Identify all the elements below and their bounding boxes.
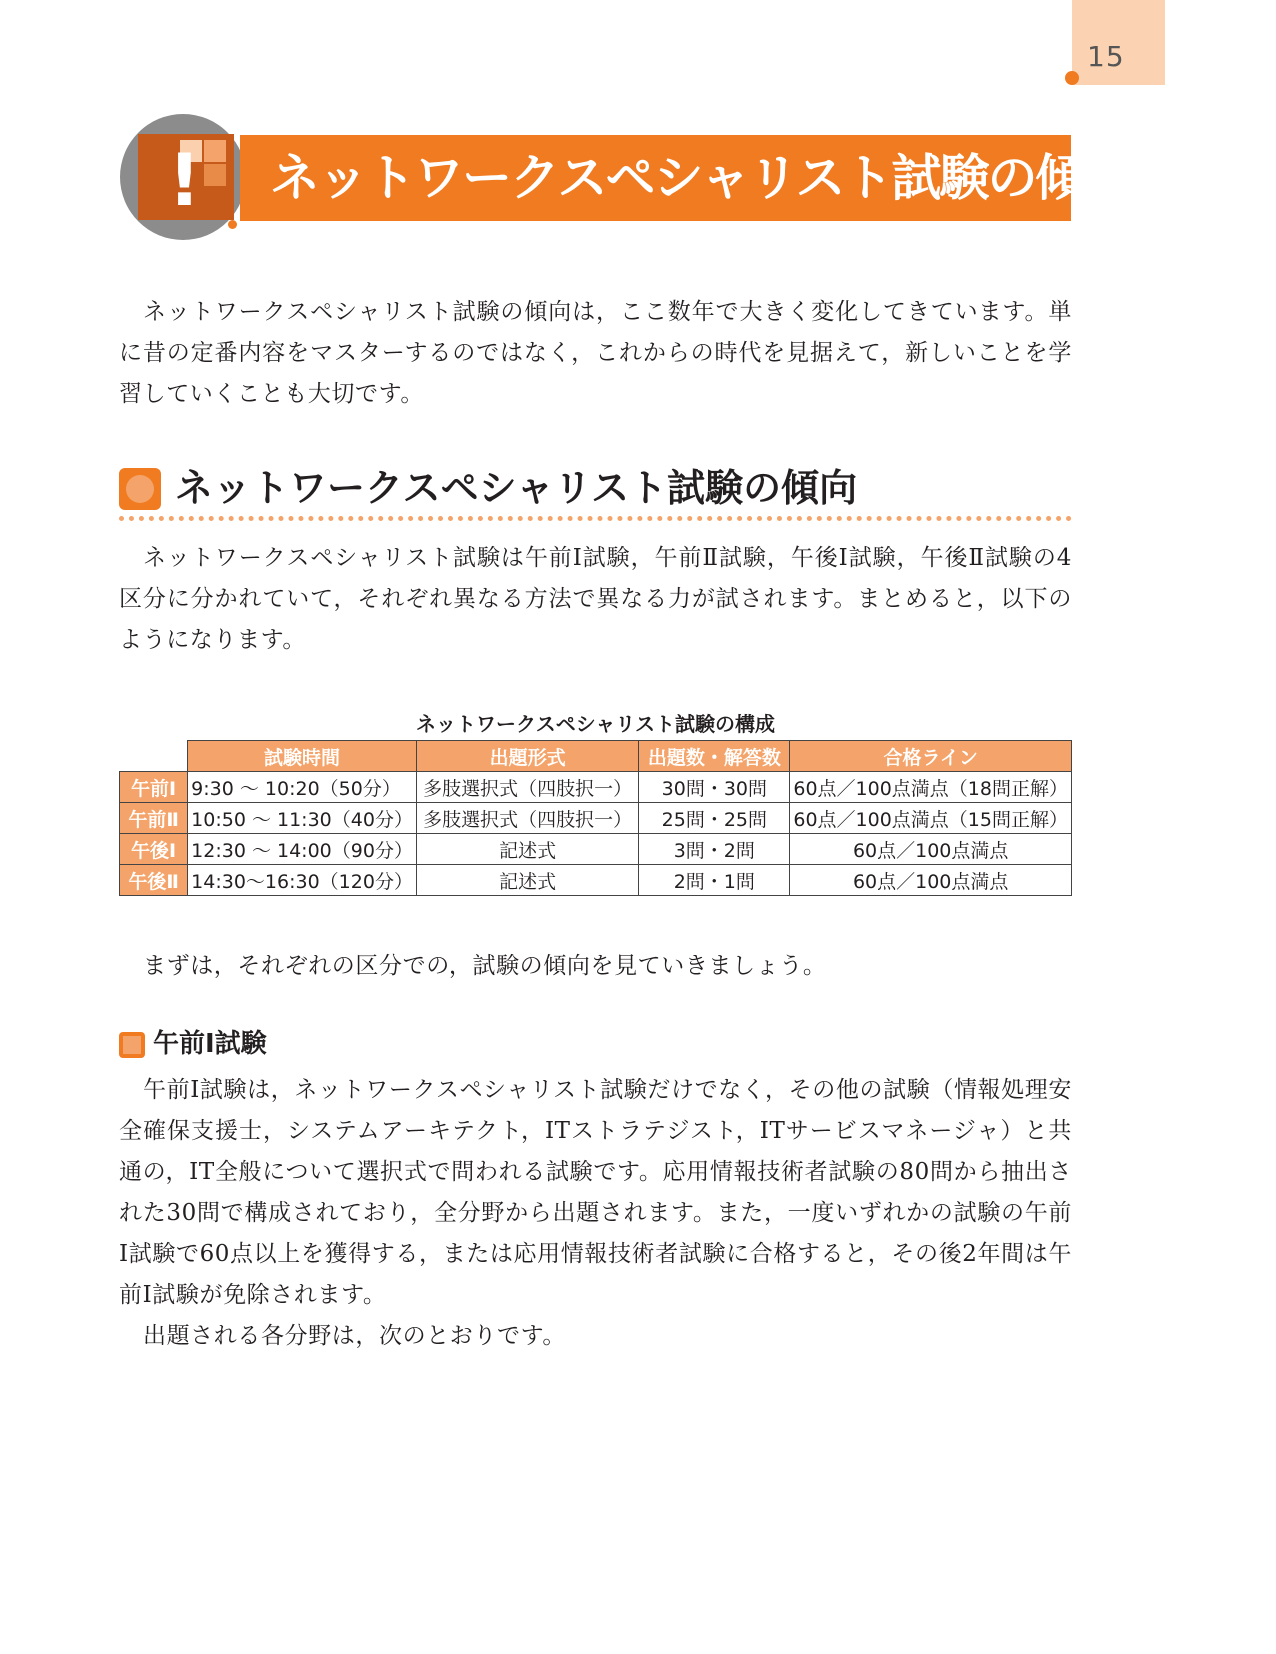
table-row: [120, 803, 1072, 834]
question-count-cell: 2問・1問: [639, 865, 790, 896]
column-header: 合格ライン: [790, 741, 1072, 772]
exam-time-cell: 10:50 ～ 11:30（40分）: [188, 803, 417, 834]
subsection-paragraph: 午前Ⅰ試験は，ネットワークスペシャリスト試験だけでなく，その他の試験（情報処理安全確保支援士，システムアーキテクト，ITストラテジスト，ITサービスマネージャ）と共通の，IT全般について選択式で問われる試験です。応用情報技術者試験の80問から抽出された30問で構成されており，全分野から出題されます。また，一度いずれかの試験の午前Ⅰ試験で60点以上を獲得する，または応用情報技術者試験に合格すると，その後2年間は午前Ⅰ試験が免除されます。: [119, 1077, 1072, 1308]
exam-format-cell: 記述式: [416, 865, 638, 896]
exam-time-cell: 14:30～16:30（120分）: [188, 865, 417, 896]
table-row: [120, 865, 1072, 896]
page-number-dot: [1065, 71, 1079, 85]
pass-line-cell: 60点／100点満点（18問正解）: [790, 772, 1072, 803]
section-divider: [119, 516, 1072, 521]
question-count-cell: 3問・2問: [639, 834, 790, 865]
intro-paragraph: ネットワークスペシャリスト試験の傾向は，ここ数年で大きく変化してきています。単に昔の定番内容をマスターするのではなく，これからの時代を見据えて，新しいことを学習していくことも大切です。: [119, 299, 1072, 407]
question-count-cell: 25問・25問: [639, 803, 790, 834]
row-header: 午前Ⅰ: [120, 772, 188, 803]
row-header: 午後Ⅰ: [120, 834, 188, 865]
row-header: 午前Ⅱ: [120, 803, 188, 834]
table-corner: [120, 741, 188, 772]
exam-format-cell: 多肢選択式（四肢択一）: [416, 772, 638, 803]
chapter-dot: [228, 220, 237, 229]
section-title: ネットワークスペシャリスト試験の傾向: [175, 466, 858, 510]
after-table-paragraph: まずは，それぞれの区分での，試験の傾向を見ていきましょう。: [143, 953, 827, 979]
pass-line-cell: 60点／100点満点（15問正解）: [790, 803, 1072, 834]
exclamation-icon: !: [138, 134, 234, 220]
subsection-paragraph-2: 出題される各分野は，次のとおりです。: [143, 1323, 566, 1349]
table-row: [120, 834, 1072, 865]
table-header-row: [120, 741, 1072, 772]
section-bullet-icon: [119, 468, 161, 510]
column-header: 出題形式: [416, 741, 638, 772]
exam-time-cell: 12:30 ～ 14:00（90分）: [188, 834, 417, 865]
exam-format-cell: 多肢選択式（四肢択一）: [416, 803, 638, 834]
column-header: 試験時間: [188, 741, 417, 772]
question-count-cell: 30問・30問: [639, 772, 790, 803]
chapter-title: ネットワークスペシャリスト試験の傾向と対策: [270, 149, 1276, 207]
page-number: 15: [1087, 40, 1125, 73]
exam-time-cell: 9:30 ～ 10:20（50分）: [188, 772, 417, 803]
pass-line-cell: 60点／100点満点: [790, 834, 1072, 865]
subsection-bullet-icon: [119, 1032, 145, 1058]
exam-structure-table: [119, 740, 1072, 896]
subsection-title: 午前Ⅰ試験: [153, 1029, 267, 1059]
table-caption: ネットワークスペシャリスト試験の構成: [416, 712, 775, 736]
pass-line-cell: 60点／100点満点: [790, 865, 1072, 896]
exam-format-cell: 記述式: [416, 834, 638, 865]
table-row: [120, 772, 1072, 803]
column-header: 出題数・解答数: [639, 741, 790, 772]
section-paragraph: ネットワークスペシャリスト試験は午前Ⅰ試験，午前Ⅱ試験，午後Ⅰ試験，午後Ⅱ試験の4区分に分かれていて，それぞれ異なる方法で異なる力が試されます。まとめると，以下のようになります。: [119, 545, 1072, 653]
row-header: 午後Ⅱ: [120, 865, 188, 896]
